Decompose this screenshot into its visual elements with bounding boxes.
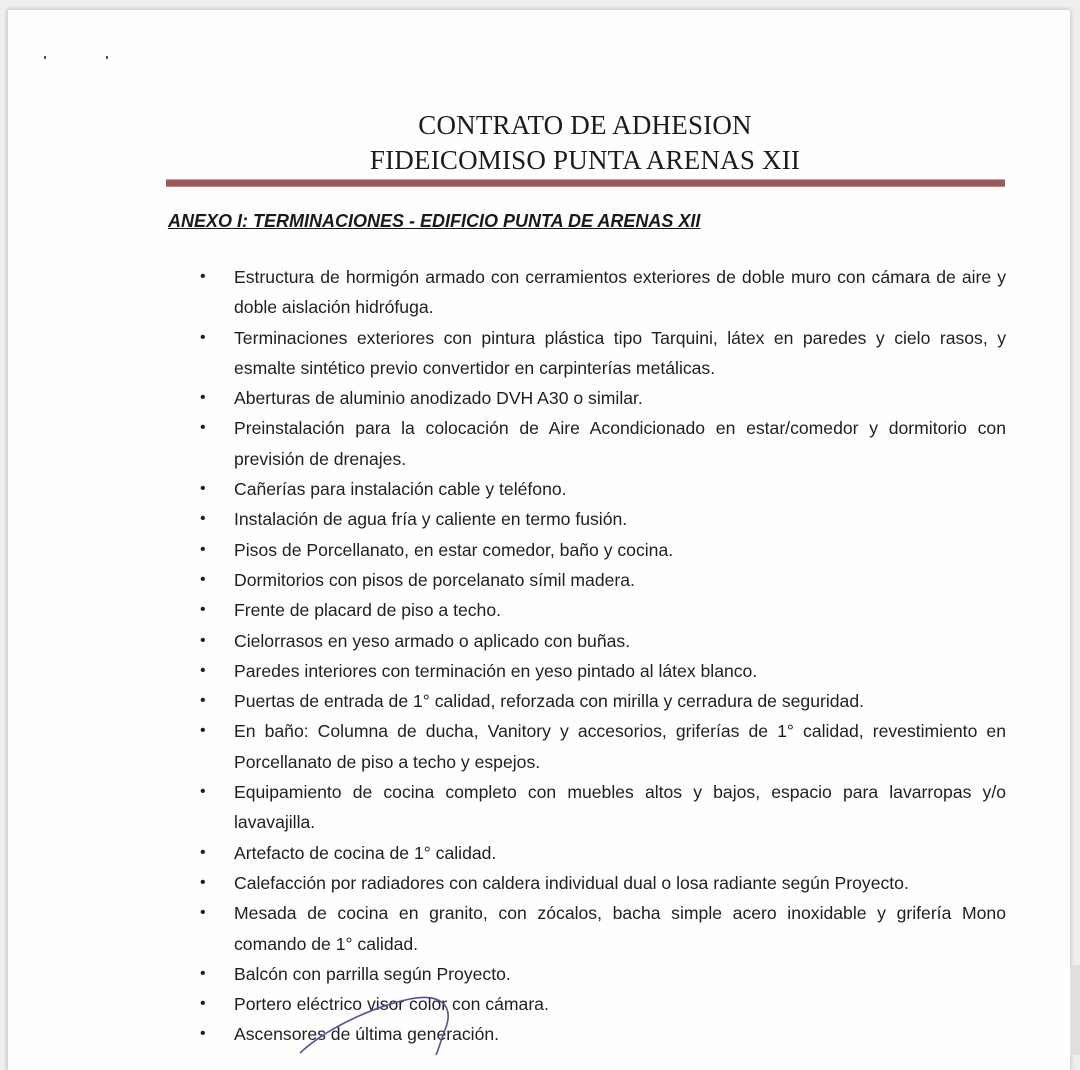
finishes-list (198, 262, 1006, 1050)
bullet-icon: • (200, 389, 206, 407)
bullet-icon: • (200, 873, 206, 891)
document-title: CONTRATO DE ADHESION (418, 110, 752, 140)
bullet-icon: • (200, 995, 206, 1013)
page-edge (1070, 965, 1080, 1055)
bullet-icon: • (200, 510, 206, 528)
scan-speck (44, 56, 46, 59)
list-item (198, 323, 1006, 384)
bullet-icon: • (200, 964, 206, 982)
list-item-text: Equipamiento de cocina completo con muebles altos y bajos, espacio para lavarropas y/o lavavajilla. (234, 782, 1006, 833)
list-item-text: Preinstalación para la colocación de Aire Acondicionado en estar/comedor y dormitorio con previsión de drenajes. (234, 418, 1006, 469)
title-divider (166, 179, 1005, 187)
bullet-icon: • (200, 904, 206, 922)
list-item-text: Calefacción por radiadores con caldera individual dual o losa radiante según Proyecto. (234, 872, 909, 893)
bullet-icon: • (200, 419, 206, 437)
list-item (198, 777, 1006, 838)
list-item (198, 898, 1006, 959)
bullet-icon: • (200, 631, 206, 649)
list-item (198, 383, 1006, 413)
list-item (198, 686, 1006, 716)
list-item-text: Dormitorios con pisos de porcelanato símil madera. (234, 569, 635, 590)
bullet-icon: • (200, 1025, 206, 1043)
list-item (198, 413, 1006, 474)
bullet-icon: • (200, 661, 206, 679)
list-item-text: Frente de placard de piso a techo. (234, 600, 502, 621)
list-item (198, 868, 1006, 898)
list-item-text: En baño: Columna de ducha, Vanitory y accesorios, griferías de 1° calidad, revestimiento en Porcellanato de piso a techo y espejos. (234, 721, 1006, 772)
list-item-text: Artefacto de cocina de 1° calidad. (234, 842, 497, 863)
bullet-icon: • (200, 480, 206, 498)
list-item-text: Instalación de agua fría y caliente en termo fusión. (234, 509, 628, 530)
list-item (198, 565, 1006, 595)
list-item (198, 626, 1006, 656)
list-item (198, 474, 1006, 504)
bullet-icon: • (200, 601, 206, 619)
list-item-text: Mesada de cocina en granito, con zócalos, bacha simple acero inoxidable y grifería Mono comando de 1° calidad. (234, 903, 1006, 954)
document-subtitle: FIDEICOMISO PUNTA ARENAS XII (369, 145, 801, 175)
list-item (198, 716, 1006, 777)
list-item-text: Balcón con parrilla según Proyecto. (234, 963, 511, 984)
scan-speck (106, 56, 108, 59)
bullet-icon: • (200, 328, 206, 346)
list-item (198, 504, 1006, 534)
bullet-icon: • (200, 783, 206, 801)
list-item-text: Paredes interiores con terminación en yeso pintado al látex blanco. (234, 660, 758, 681)
bullet-icon: • (200, 722, 206, 740)
list-item-text: Estructura de hormigón armado con cerramientos exteriores de doble muro con cámara de aire y doble aislación hidrófuga. (234, 267, 1006, 318)
list-item-text: Portero eléctrico visor color con cámara. (234, 994, 549, 1015)
bullet-icon: • (200, 570, 206, 588)
bullet-icon: • (200, 843, 206, 861)
list-item (198, 535, 1006, 565)
list-item (198, 656, 1006, 686)
list-item (198, 262, 1006, 323)
list-item (198, 595, 1006, 625)
bullet-icon: • (200, 540, 206, 558)
list-item-text: Aberturas de aluminio anodizado DVH A30 o similar. (234, 388, 643, 409)
list-item (198, 838, 1006, 868)
list-item-text: Puertas de entrada de 1° calidad, reforzada con mirilla y cerradura de seguridad. (234, 691, 865, 712)
list-item-text: Pisos de Porcellanato, en estar comedor, baño y cocina. (234, 539, 674, 560)
annex-heading: ANEXO I: TERMINACIONES - EDIFICIO PUNTA DE ARENAS XII (168, 211, 701, 231)
signature-scribble (290, 985, 470, 1055)
bullet-icon: • (200, 268, 206, 285)
bullet-icon: • (200, 692, 206, 710)
list-item-text: Terminaciones exteriores con pintura plástica tipo Tarquini, látex en paredes y cielo rasos, y esmalte sintético previo convertidor en carpinterías metálicas. (234, 327, 1006, 378)
list-item-text: Ascensores de última generación. (234, 1024, 500, 1045)
list-item-text: Cielorrasos en yeso armado o aplicado con buñas. (234, 630, 631, 651)
list-item-text: Cañerías para instalación cable y teléfono. (234, 479, 567, 500)
